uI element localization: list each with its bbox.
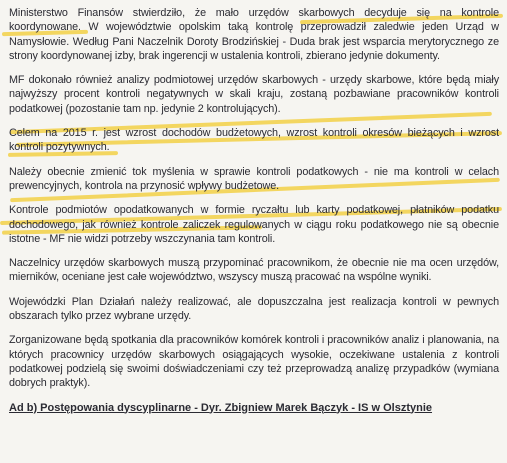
paragraph-8: Zorganizowane będą spotkania dla pracowników komórek kontroli i pracowników analiz i planowania, na których pracownicy urzędów skarbowych osiągających wysokie, oczekiwane ustalenia z kontroli podatkowej podzielą się swoimi doświadczeniami czy też przeprowadzą analizę przypadków (wymiana dobrych praktyk). (9, 334, 499, 390)
section-heading: Ad b) Postępowania dyscyplinarne - Dyr. Zbigniew Marek Bączyk - IS w Olsztynie (9, 401, 433, 414)
paragraph-6: Naczelnicy urzędów skarbowych muszą przypominać pracownikom, że obecnie nie ma ocen urzędów, mierników, oceniane jest całe województwo, wszyscy muszą pracować na wspólne wyniki. (9, 257, 499, 284)
paragraph-1: Ministerstwo Finansów stwierdziło, że mało urzędów skarbowych decyduje się na kontrole koordynowane. W województwie opolskim taką kontrolę przeprowadził zaledwie jeden Urząd w Namysłowie. Według Pani Naczelnik Doroty Brodzińskiej - Duda brak jest wsparcia merytorycznego ze strony koordynowanej izby, brak ingerencji w ustalenia kontroli, zbierano jedynie dokumenty. (9, 7, 499, 62)
paragraph-7: Wojewódzki Plan Działań należy realizować, ale dopuszczalna jest realizacja kontroli w pewnych obszarach tylko przez wybrane urzędy. (9, 295, 499, 323)
paragraph-4: Należy obecnie zmienić tok myślenia w sprawie kontroli podatkowych - nie ma kontroli w celach prewencyjnych, kontrola na przynosić wpływy budżetowe. (9, 165, 499, 192)
paragraph-2: MF dokonało również analizy podmiotowej urzędów skarbowych - urzędy skarbowe, które będą miały najwyższy procent kontroli negatywnych w skali kraju, zostaną pozbawiane pracowników kontroli podatkowej (pozostanie tam np. jedynie 2 kontrolujących). (9, 74, 499, 115)
paragraph-3: Celem na 2015 r. jest wzrost dochodów budżetowych, wzrost kontroli okresów bieżących i wzrost kontroli pozytywnych. (9, 127, 499, 154)
paragraph-5: Kontrole podmiotów opodatkowanych w formie ryczałtu lub karty podatkowej, płatników podatku dochodowego, jak również kontrole zaliczek regulowanych w ciągu roku podatkowego nie są obecnie istotne - MF nie widzi potrzeby wszczynania tam kontroli. (9, 204, 499, 245)
